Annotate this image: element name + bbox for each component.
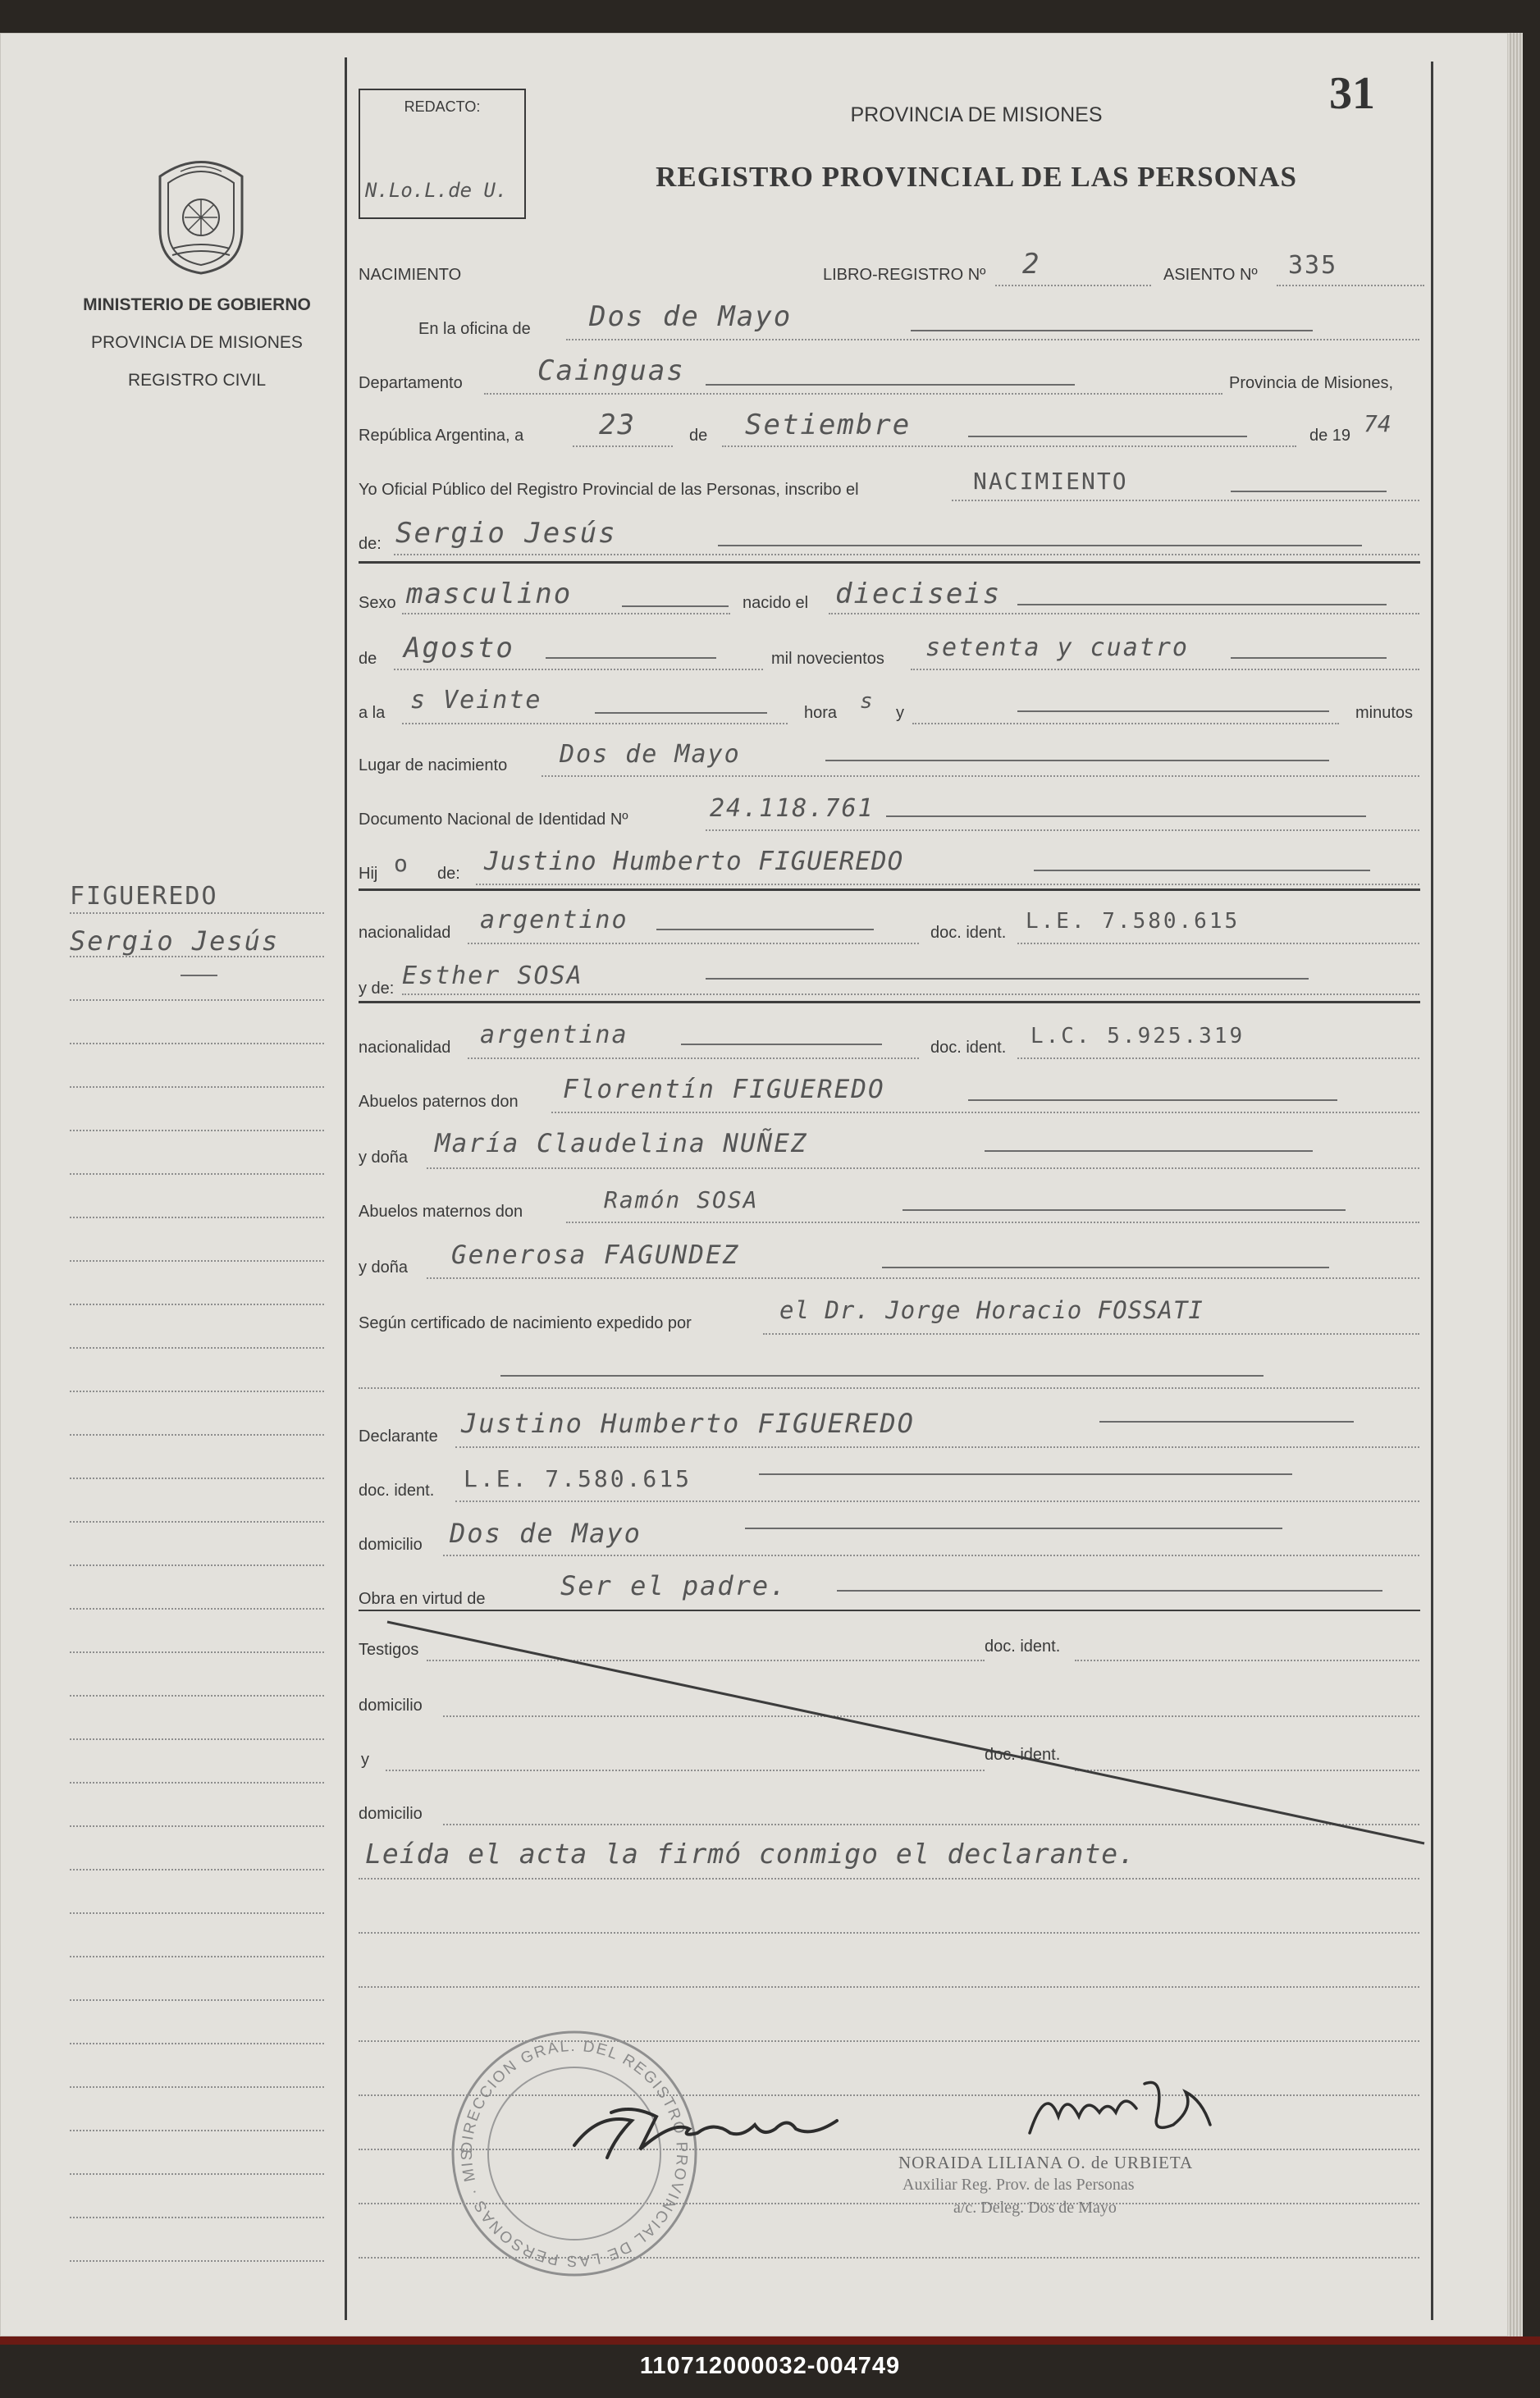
oficina-label: En la oficina de [418, 320, 531, 338]
father-nationality-label: nacionalidad [359, 924, 451, 942]
sexo-dots [402, 613, 730, 614]
footer-band [0, 2336, 1540, 2345]
mil-label: mil novecientos [771, 650, 884, 668]
minutos-dots [912, 723, 1339, 724]
birth-year-dots [911, 669, 1419, 670]
certificado-label: Según certificado de nacimiento expedido por [359, 1314, 692, 1332]
y-de-label: y de: [359, 980, 395, 998]
declarante-value: Justino Humberto FIGUEREDO [461, 1408, 915, 1439]
oficial-statement: Yo Oficial Público del Registro Provincial de las Personas, inscribo el [359, 481, 859, 499]
testigos-label: Testigos [359, 1641, 419, 1659]
registry-title: REGISTRO PROVINCIAL DE LAS PERSONAS [656, 161, 1297, 193]
month-value: Setiembre [745, 409, 912, 441]
abuela-materna: Generosa FAGUNDEZ [451, 1240, 740, 1270]
year-value: 74 [1364, 410, 1391, 437]
dni-dash [886, 815, 1366, 817]
hora-dash [595, 712, 767, 714]
abuelos-maternos-label: Abuelos maternos don [359, 1203, 523, 1221]
redacto-label: REDACTO: [404, 98, 481, 115]
father-nationality-dash [656, 929, 874, 930]
father-name-dash [1034, 870, 1370, 871]
father-doc-label: doc. ident. [930, 924, 1007, 942]
testigos-cancel-line [386, 1620, 1428, 1850]
oficina-dots [566, 339, 1419, 340]
section-rule-3 [359, 1001, 1420, 1003]
province-seal [148, 152, 254, 275]
dni-label: Documento Nacional de Identidad Nº [359, 811, 628, 829]
section-rule-4 [359, 1610, 1420, 1611]
declarante-doc-dots [455, 1500, 1419, 1502]
mother-name-dash [706, 978, 1309, 980]
hora-label: hora [804, 704, 838, 722]
declarante-doc: L.E. 7.580.615 [464, 1465, 692, 1492]
lugar-value: Dos de Mayo [560, 740, 741, 769]
sexo-dash [622, 605, 729, 607]
birth-month: Agosto [404, 632, 514, 665]
abuela-paterna-dots [427, 1167, 1419, 1169]
domicilio-label: domicilio [359, 1536, 423, 1554]
official-title: Auxiliar Reg. Prov. de las Personas [903, 2176, 1135, 2194]
certificado-dots-2 [359, 1387, 1419, 1389]
de-month-label: de [359, 650, 377, 668]
father-name: Justino Humberto FIGUEREDO [484, 847, 904, 876]
asiento-label: ASIENTO Nº [1163, 266, 1258, 284]
certificado-dash [500, 1375, 1264, 1377]
month-dash [968, 436, 1247, 437]
redacto-box [359, 89, 526, 219]
testigos-domicilio-label: domicilio [359, 1697, 423, 1715]
libro-label: LIBRO-REGISTRO Nº [823, 266, 986, 284]
father-doc-dots [1017, 943, 1419, 944]
child-name-dash [718, 545, 1362, 546]
lugar-dash [825, 760, 1329, 761]
minutos-dash [1017, 710, 1329, 712]
margin-name: Sergio Jesús [70, 925, 280, 957]
inscribo-dots [952, 500, 1419, 501]
hijo-de-label: de: [437, 865, 460, 883]
day-dots [573, 445, 673, 447]
margin-name-underline [181, 975, 217, 976]
testigos-doc-label: doc. ident. [985, 1637, 1061, 1656]
redacto-initials: N.Lo.L.de U. [365, 179, 508, 202]
nacido-label: nacido el [743, 594, 809, 612]
svg-text:DIRECCION GRAL. DEL REGISTRO P: DIRECCION GRAL. DEL REGISTRO PROVINCIAL DE LAS PERSONAS · MIS [458, 2037, 691, 2270]
birth-month-dots [394, 669, 763, 670]
lugar-label: Lugar de nacimiento [359, 756, 508, 774]
declarante-dash [1099, 1421, 1354, 1423]
asiento-dots [1277, 285, 1424, 286]
departamento-value: Cainguas [537, 354, 685, 387]
abuelo-materno-dash [903, 1209, 1346, 1211]
obra-label: Obra en virtud de [359, 1590, 486, 1608]
abuelo-materno-dots [566, 1222, 1419, 1223]
obra-value: Ser el padre. [560, 1570, 788, 1601]
sexo-value: masculino [406, 578, 573, 610]
hora-value: s Veinte [410, 686, 542, 715]
abuelo-paterno: Florentín FIGUEREDO [563, 1075, 885, 1104]
birth-month-dash [546, 657, 716, 659]
page-edge [1508, 33, 1523, 2336]
father-doc: L.E. 7.580.615 [1026, 909, 1241, 934]
closing-text: Leída el acta la firmó conmigo el declarante. [365, 1838, 1136, 1870]
declarante-doc-label: doc. ident. [359, 1482, 435, 1500]
page-number: 31 [1329, 68, 1375, 119]
mother-doc: L.C. 5.925.319 [1030, 1024, 1245, 1048]
ministry-label: MINISTERIO DE GOBIERNO [83, 295, 311, 314]
mother-nationality-dots [468, 1057, 919, 1059]
mother-name: Esther SOSA [402, 961, 583, 990]
abuelo-paterno-dash [968, 1099, 1337, 1101]
departamento-dash [706, 384, 1075, 386]
declarant-signature [566, 2088, 845, 2162]
certificado-dots [763, 1333, 1419, 1335]
domicilio-dots [443, 1555, 1419, 1556]
child-name-dots [394, 554, 1419, 555]
hijo-suffix: o [394, 850, 409, 877]
testigo2-doc-label: doc. ident. [985, 1746, 1061, 1764]
lugar-dots [542, 775, 1419, 777]
mother-name-dots [402, 993, 1419, 995]
right-margin-rule [1431, 62, 1433, 2320]
birth-year-dash [1231, 657, 1387, 659]
minutos-label: minutos [1355, 704, 1414, 722]
birth-year-words: setenta y cuatro [925, 633, 1189, 662]
mother-nationality-label: nacionalidad [359, 1039, 451, 1057]
left-margin-rule [345, 57, 347, 2320]
father-nationality: argentino [480, 906, 628, 934]
nacido-dots [829, 613, 1419, 614]
official-office: a/c. Deleg. Dos de Mayo [953, 2199, 1117, 2217]
province-label: PROVINCIA DE MISIONES [91, 333, 303, 352]
de-name-label: de: [359, 535, 382, 553]
a-la-label: a la [359, 704, 386, 722]
oficina-dash [911, 330, 1313, 331]
sexo-label: Sexo [359, 594, 396, 612]
abuela-paterna-label: y doña [359, 1149, 409, 1167]
official-name: NORAIDA LILIANA O. de URBIETA [898, 2153, 1194, 2172]
departamento-dots [484, 393, 1222, 395]
nacido-dash [1017, 604, 1387, 605]
mother-doc-label: doc. ident. [930, 1039, 1007, 1057]
domicilio-dash [745, 1528, 1282, 1529]
abuela-paterna: María Claudelina NUÑEZ [435, 1129, 808, 1158]
abuela-materna-dash [882, 1267, 1329, 1268]
declarante-doc-dash [759, 1473, 1292, 1475]
domicilio-value: Dos de Mayo [450, 1518, 642, 1549]
republica-label: República Argentina, a [359, 427, 524, 445]
abuelos-paternos-label: Abuelos paternos don [359, 1093, 519, 1111]
dni-dots [706, 829, 1419, 831]
provincia-suffix: Provincia de Misiones, [1229, 374, 1394, 392]
act-type-label: NACIMIENTO [359, 266, 462, 284]
certificado-value: el Dr. Jorge Horacio FOSSATI [779, 1296, 1204, 1324]
section-rule-1 [359, 561, 1420, 564]
hora-dots [402, 723, 788, 724]
abuela-paterna-dash [985, 1150, 1313, 1152]
declarante-label: Declarante [359, 1427, 438, 1446]
province-title: PROVINCIA DE MISIONES [850, 103, 1103, 126]
obra-dash [837, 1590, 1382, 1592]
de-label: de [689, 427, 708, 445]
mother-doc-dots [1017, 1057, 1419, 1059]
day-value: 23 [599, 409, 636, 441]
libro-value: 2 [1022, 248, 1041, 281]
month-dots [722, 445, 1296, 447]
father-nationality-dots [468, 943, 919, 944]
departamento-label: Departamento [359, 374, 463, 392]
section-rule-2 [359, 888, 1420, 891]
margin-surname: FIGUEREDO [70, 882, 218, 911]
dni-value: 24.118.761 [710, 794, 875, 823]
hijo-label: Hij [359, 865, 378, 883]
inscribo-value: NACIMIENTO [973, 468, 1128, 495]
abuela-materna-dots [427, 1277, 1419, 1279]
testigo2-domicilio-label: domicilio [359, 1805, 423, 1823]
abuelo-materno: Ramón SOSA [604, 1186, 759, 1213]
asiento-value: 335 [1288, 251, 1338, 280]
father-name-dots [476, 884, 1419, 885]
inscribo-dash [1231, 491, 1387, 492]
image-caption: 110712000032-004749 [639, 2353, 901, 2379]
official-signature [1021, 2067, 1227, 2149]
oficina-value: Dos de Mayo [589, 300, 793, 333]
nacido-value: dieciseis [835, 578, 1002, 610]
mother-nationality: argentina [480, 1021, 628, 1049]
libro-dots [995, 285, 1151, 286]
abuelo-paterno-dots [551, 1112, 1419, 1113]
y-label: y [896, 704, 904, 722]
declarante-dots [455, 1446, 1419, 1448]
hora-mark: s [860, 689, 875, 714]
year-prefix: de 19 [1309, 427, 1351, 445]
registry-label: REGISTRO CIVIL [127, 371, 267, 390]
abuela-materna-label: y doña [359, 1258, 409, 1277]
mother-nationality-dash [681, 1044, 882, 1045]
y-test-label: y [361, 1751, 369, 1769]
child-name: Sergio Jesús [395, 517, 617, 550]
